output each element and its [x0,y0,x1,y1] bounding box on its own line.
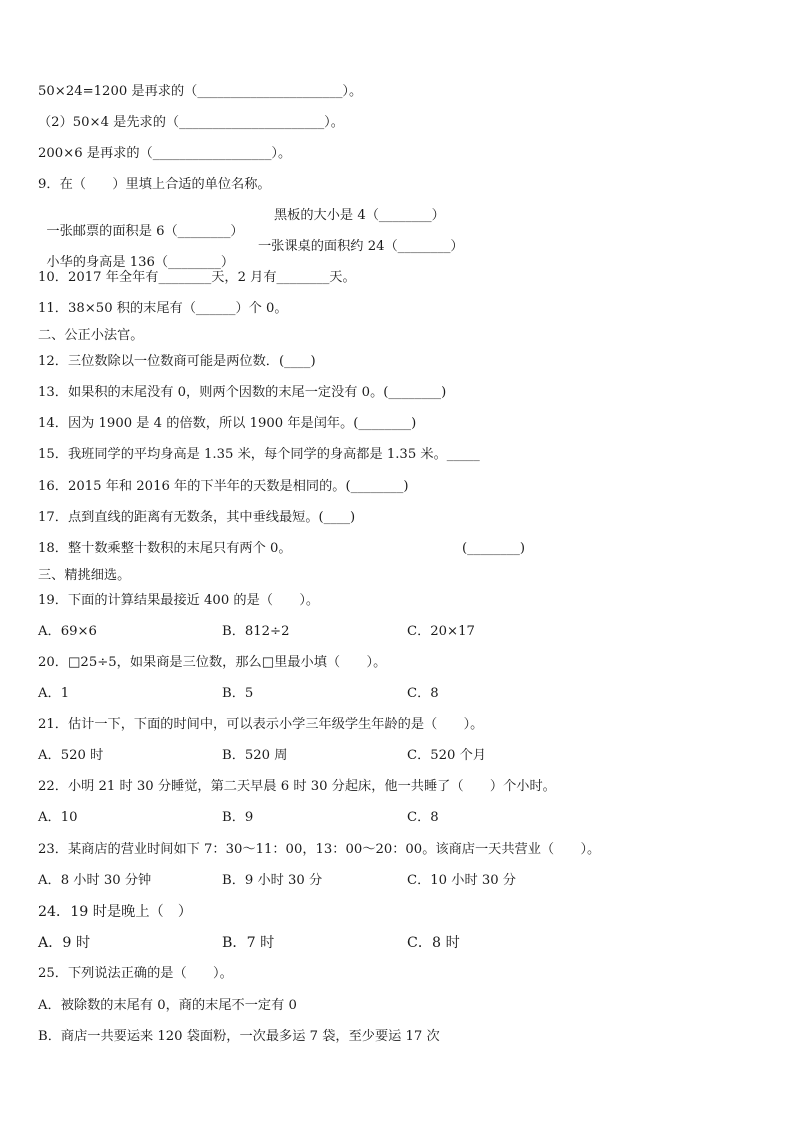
question-18: 18．整十数乘整十数积的末尾只有两个 0。 [38,541,292,556]
question-17: 17．点到直线的距离有无数条，其中垂线最短。(____) [38,510,356,525]
option-a[interactable]: A．8 小时 30 分钟 [38,873,152,888]
question-13: 13．如果积的末尾没有 0，则两个因数的末尾一定没有 0。(________) [38,385,447,400]
option-a[interactable]: A．69×6 [38,624,97,639]
option-c[interactable]: C．8 时 [407,935,460,951]
question-9-blackboard: 黑板的大小是 4（________） [274,208,445,223]
question-12: 12．三位数除以一位数商可能是两位数．(____) [38,354,316,369]
question-14: 14．因为 1900 是 4 的倍数，所以 1900 年是闰年。(________) [38,416,417,431]
option-c[interactable]: C．10 小时 30 分 [407,873,516,888]
question-19: 19．下面的计算结果最接近 400 的是（ ）。 [38,593,320,608]
question-9-desk-area: 一张课桌的面积约 24（________） [258,239,464,254]
question-23: 23．某商店的营业时间如下 7：30～11：00，13：00～20：00。该商店一天共营业（ ）。 [38,842,601,857]
question-25-option-a[interactable]: A．被除数的末尾有 0，商的末尾不一定有 0 [38,998,297,1013]
option-a[interactable]: A．10 [38,810,78,825]
question-10: 10．2017 年全年有________天，2 月有________天。 [38,270,356,285]
option-c[interactable]: C．520 个月 [407,748,487,763]
question-18-blank: (________) [462,541,526,556]
option-b[interactable]: B．520 周 [222,748,288,763]
option-a[interactable]: A．1 [38,686,70,701]
option-b[interactable]: B．7 时 [222,935,275,951]
section-3-heading: 三、精挑细选。 [38,568,131,583]
option-c[interactable]: C．8 [407,686,439,701]
option-b[interactable]: B．9 [222,810,254,825]
question-9-stamp-area: 一张邮票的面积是 6（________） [46,224,244,239]
option-a[interactable]: A．9 时 [38,935,91,951]
option-b[interactable]: B．5 [222,686,254,701]
question-9-row-1 [38,208,244,240]
question-9: 9．在（ ）里填上合适的单位名称。 [38,177,271,192]
line-200x6: 200×6 是再求的（__________________）。 [38,146,292,161]
question-9-row-2 [38,239,234,271]
question-20: 20．□25÷5，如果商是三位数，那么□里最小填（ ）。 [38,655,387,670]
option-b[interactable]: B．812÷2 [222,624,290,639]
question-11: 11．38×50 积的末尾有（______）个 0。 [38,301,288,316]
line-50x4: （2）50×4 是先求的（______________________）。 [38,115,344,130]
question-15: 15．我班同学的平均身高是 1.35 米，每个同学的身高都是 1.35 米。_____ [38,447,480,462]
option-c[interactable]: C．8 [407,810,439,825]
section-2-heading: 二、公正小法官。 [38,328,144,343]
option-a[interactable]: A．520 时 [38,748,104,763]
question-25: 25．下列说法正确的是（ ）。 [38,966,233,981]
option-c[interactable]: C．20×17 [407,624,475,639]
question-24: 24．19 时是晚上（ ） [38,904,193,920]
question-21: 21．估计一下，下面的时间中，可以表示小学三年级学生年龄的是（ ）。 [38,717,484,732]
question-16: 16．2015 年和 2016 年的下半年的天数是相同的。(________) [38,479,409,494]
option-b[interactable]: B．9 小时 30 分 [222,873,323,888]
question-22: 22．小明 21 时 30 分睡觉，第二天早晨 6 时 30 分起床，他一共睡了（ ）个小时。 [38,779,556,794]
question-25-option-b[interactable]: B．商店一共要运来 120 袋面粉，一次最多运 7 袋，至少要运 17 次 [38,1029,440,1044]
line-50x24: 50×24=1200 是再求的（______________________）。 [38,84,363,99]
question-9-height: 小华的身高是 136（________） [46,255,235,270]
